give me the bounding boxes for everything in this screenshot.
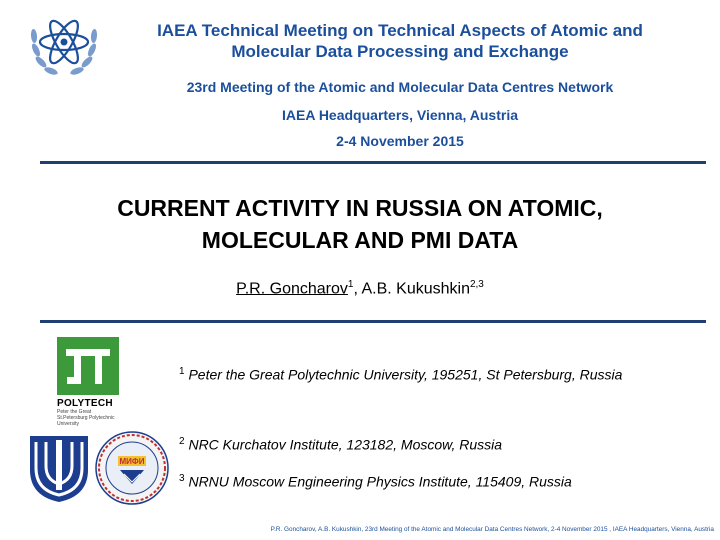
footer: P.R. Goncharov, A.B. Kukushkin, 23rd Meeting of the Atomic and Molecular Data Centres Network, 2-4 November 2015 , IAEA Headquarters, Vienna, Austria (270, 526, 714, 533)
header-divider (40, 161, 706, 164)
affiliation-1-num: 1 (179, 366, 185, 377)
mephi-logo (94, 430, 170, 506)
meeting-title-line1: IAEA Technical Meeting on Technical Aspects of Atomic and (157, 21, 643, 40)
polytech-sub2: St.Petersburg Polytechnic (57, 415, 115, 421)
author-2: A.B. Kukushkin (361, 280, 470, 298)
affiliation-3 (179, 473, 572, 490)
dates: 2-4 November 2015 (336, 133, 464, 149)
author-2-affil: 2,3 (469, 279, 484, 290)
author-1-affil: 1 (347, 279, 354, 290)
author-1[interactable]: P.R. Goncharov (236, 280, 348, 298)
affiliation-1 (179, 366, 622, 383)
presentation-title (0, 192, 720, 256)
affiliation-3-num: 3 (179, 473, 185, 484)
polytech-logo (57, 337, 119, 427)
polytech-label: POLYTECH (57, 398, 113, 409)
affiliation-1-text: Peter the Great Polytechnic University, 195251, St Petersburg, Russia (188, 366, 623, 383)
affiliation-3-text: NRNU Moscow Engineering Physics Institute, 115409, Russia (188, 473, 572, 490)
meeting-title (100, 20, 700, 62)
meeting-title-line2: Molecular Data Processing and Exchange (231, 42, 569, 61)
network-meeting: 23rd Meeting of the Atomic and Molecular Data Centres Network (186, 79, 614, 95)
affiliation-2-text: NRC Kurchatov Institute, 123182, Moscow, Russia (188, 436, 503, 453)
authors (0, 279, 720, 298)
kurchatov-logo (26, 432, 92, 504)
venue: IAEA Headquarters, Vienna, Austria (282, 107, 518, 123)
iaea-logo (24, 12, 104, 80)
polytech-sub1: Peter the Great (57, 409, 92, 415)
polytech-emblem-icon (57, 337, 119, 395)
title-line1: CURRENT ACTIVITY IN RUSSIA ON ATOMIC, (117, 195, 603, 221)
affiliation-2 (179, 436, 502, 453)
author-separator: , (353, 280, 362, 298)
title-line2: MOLECULAR AND PMI DATA (201, 227, 519, 253)
authors-divider (40, 320, 706, 323)
mephi-label: МИФИ (119, 457, 145, 466)
affiliation-2-num: 2 (179, 436, 185, 447)
polytech-sub3: University (57, 421, 79, 427)
